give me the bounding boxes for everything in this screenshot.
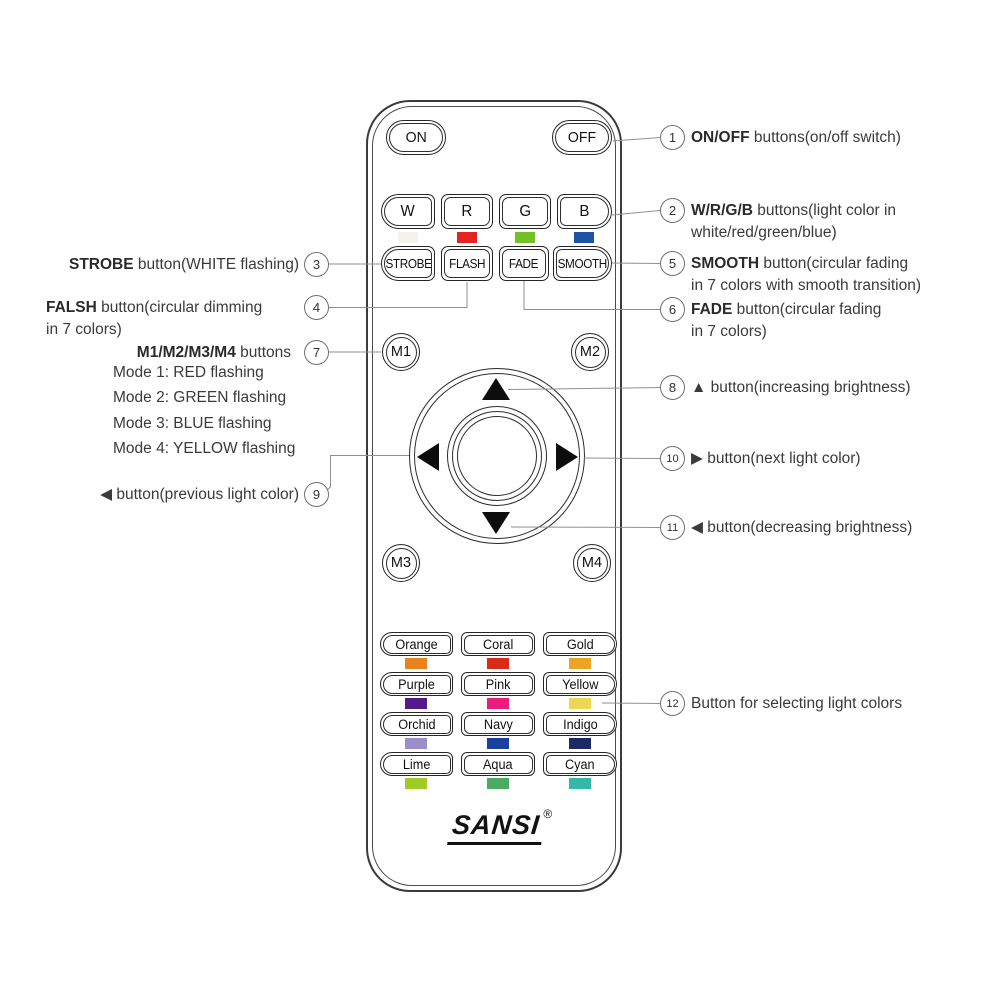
blue-channel-button[interactable]: B bbox=[557, 194, 612, 229]
label-wrgb: W/R/G/B buttons(light color in white/red/green/blue) bbox=[691, 202, 897, 241]
callout-5: 5 bbox=[660, 251, 685, 276]
red-swatch bbox=[457, 232, 477, 243]
m4-button[interactable]: M4 bbox=[573, 544, 611, 582]
callout-4: 4 bbox=[304, 295, 329, 320]
color-button-pink[interactable]: Pink bbox=[461, 672, 535, 696]
on-button[interactable]: ON bbox=[386, 120, 446, 155]
strobe-button[interactable]: STROBE bbox=[381, 246, 435, 281]
down-arrow-icon[interactable] bbox=[482, 512, 510, 534]
gold-swatch bbox=[569, 658, 591, 669]
callout-12: 12 bbox=[660, 691, 685, 716]
smooth-button[interactable]: SMOOTH bbox=[553, 246, 612, 281]
color-button-aqua[interactable]: Aqua bbox=[461, 752, 535, 776]
lime-swatch bbox=[405, 778, 427, 789]
callout-8: 8 bbox=[660, 375, 685, 400]
memory-mode-list: Mode 1: RED flashing Mode 2: GREEN flashing Mode 3: BLUE flashing Mode 4: YELLOW flashing bbox=[113, 364, 296, 457]
white-channel-button[interactable]: W bbox=[381, 194, 435, 229]
color-button-purple[interactable]: Purple bbox=[380, 672, 453, 696]
label-falsh: FALSH button(circular dimming in 7 colors) bbox=[46, 299, 263, 338]
navy-swatch bbox=[487, 738, 509, 749]
color-button-gold[interactable]: Gold bbox=[543, 632, 617, 656]
registered-mark: ® bbox=[543, 807, 553, 821]
coral-swatch bbox=[487, 658, 509, 669]
white-swatch bbox=[398, 232, 418, 243]
red-channel-button[interactable]: R bbox=[441, 194, 493, 229]
label-on-off: ON/OFF buttons(on/off switch) bbox=[691, 129, 901, 146]
orange-swatch bbox=[405, 658, 427, 669]
label-color-select: Button for selecting light colors bbox=[691, 695, 903, 712]
sansi-logo: SANSI ® bbox=[438, 810, 562, 845]
m1-button[interactable]: M1 bbox=[382, 333, 420, 371]
blue-swatch bbox=[574, 232, 594, 243]
color-button-cyan[interactable]: Cyan bbox=[543, 752, 617, 776]
pink-swatch bbox=[487, 698, 509, 709]
left-arrow-icon[interactable] bbox=[417, 443, 439, 471]
color-button-coral[interactable]: Coral bbox=[461, 632, 535, 656]
callout-3: 3 bbox=[304, 252, 329, 277]
callout-10: 10 bbox=[660, 446, 685, 471]
callout-11: 11 bbox=[660, 515, 685, 540]
right-arrow-icon[interactable] bbox=[556, 443, 578, 471]
callout-9: 9 bbox=[304, 482, 329, 507]
color-button-yellow[interactable]: Yellow bbox=[543, 672, 617, 696]
flash-button[interactable]: FLASH bbox=[441, 246, 493, 281]
green-channel-button[interactable]: G bbox=[499, 194, 551, 229]
label-left-arrow: ◀ button(previous light color) bbox=[100, 486, 299, 503]
label-smooth: SMOOTH button(circular fading in 7 colors with smooth transition) bbox=[691, 255, 922, 294]
label-right-arrow: ▶ button(next light color) bbox=[691, 450, 861, 467]
callout-6: 6 bbox=[660, 297, 685, 322]
cyan-swatch bbox=[569, 778, 591, 789]
color-button-orchid[interactable]: Orchid bbox=[380, 712, 453, 736]
callout-7: 7 bbox=[304, 340, 329, 365]
callout-1: 1 bbox=[660, 125, 685, 150]
orchid-swatch bbox=[405, 738, 427, 749]
off-button[interactable]: OFF bbox=[552, 120, 612, 155]
label-down-arrow: ◀ button(decreasing brightness) bbox=[691, 519, 913, 536]
fade-button[interactable]: FADE bbox=[499, 246, 549, 281]
m2-button[interactable]: M2 bbox=[571, 333, 609, 371]
yellow-swatch bbox=[569, 698, 591, 709]
label-fade: FADE button(circular fading in 7 colors) bbox=[691, 301, 882, 340]
up-arrow-icon[interactable] bbox=[482, 378, 510, 400]
label-memory-buttons: M1/M2/M3/M4 buttons bbox=[136, 344, 291, 361]
color-button-orange[interactable]: Orange bbox=[380, 632, 453, 656]
callout-2: 2 bbox=[660, 198, 685, 223]
purple-swatch bbox=[405, 698, 427, 709]
color-button-lime[interactable]: Lime bbox=[380, 752, 453, 776]
label-up-arrow: ▲ button(increasing brightness) bbox=[691, 379, 911, 396]
label-strobe: STROBE button(WHITE flashing) bbox=[69, 256, 299, 273]
aqua-swatch bbox=[487, 778, 509, 789]
m3-button[interactable]: M3 bbox=[382, 544, 420, 582]
color-button-indigo[interactable]: Indigo bbox=[543, 712, 617, 736]
green-swatch bbox=[515, 232, 535, 243]
nav-center-button[interactable] bbox=[447, 406, 547, 506]
indigo-swatch bbox=[569, 738, 591, 749]
color-button-navy[interactable]: Navy bbox=[461, 712, 535, 736]
